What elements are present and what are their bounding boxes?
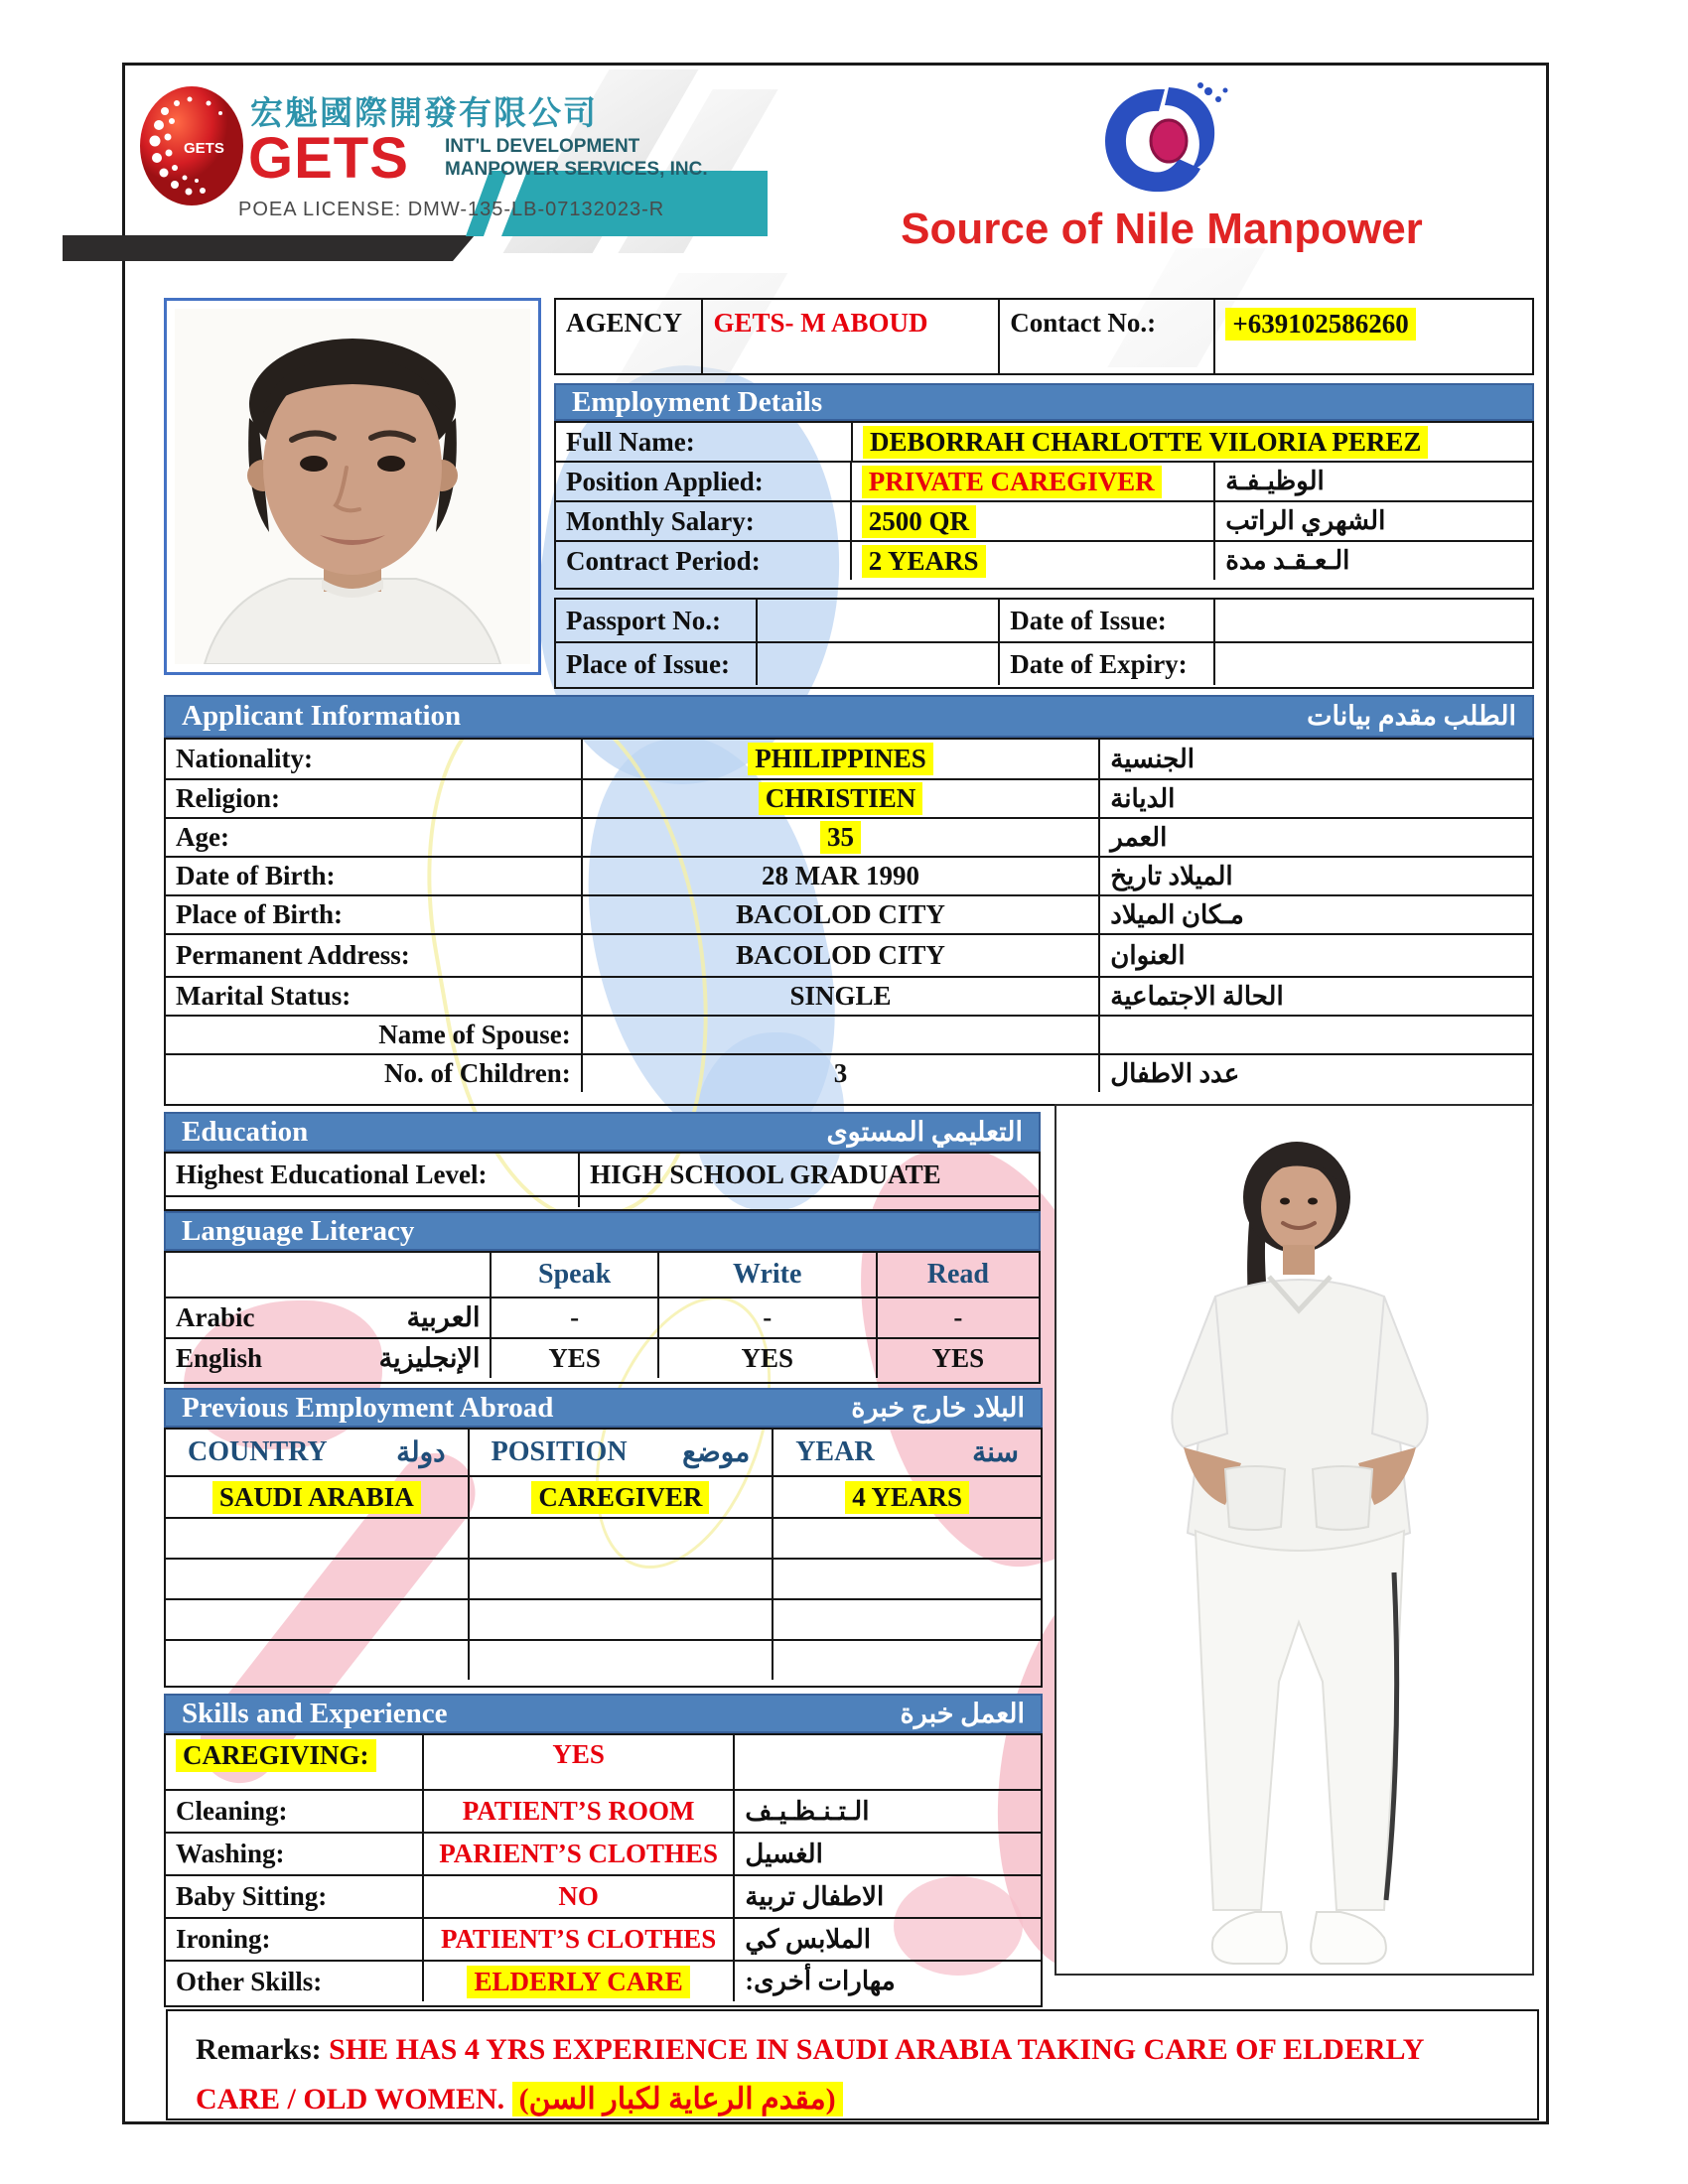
- spacer-cell: [578, 1197, 1039, 1207]
- position-header-arabic: موضع: [682, 1437, 751, 1468]
- contact-label-cell: [998, 300, 1213, 373]
- skill-value-cell: [422, 1876, 734, 1917]
- field-arabic-cell: [1098, 740, 1532, 778]
- education-header: [164, 1112, 1041, 1152]
- gets-acronym: GETS: [248, 126, 409, 191]
- arabic-speak-value: -: [570, 1302, 580, 1332]
- salary-label-cell: [556, 502, 850, 540]
- ironing-row: [166, 1917, 1041, 1960]
- date-of-birth-value: 28 MAR 1990: [762, 861, 920, 890]
- place-issue-label-cell: [556, 643, 756, 685]
- employment-details-header: [554, 383, 1534, 421]
- skills-title: Skills and Experience: [182, 1697, 448, 1729]
- skill-arabic-cell: [733, 1735, 1041, 1789]
- caregiving-row: [166, 1735, 1041, 1789]
- gets-logo: [137, 81, 246, 210]
- country-header-text: COUNTRY: [188, 1436, 328, 1467]
- english-language-label: English: [176, 1343, 263, 1373]
- marital-status-arabic: الحالة الاجتماعية: [1110, 981, 1284, 1011]
- skill-value-cell: [422, 1791, 734, 1832]
- other-skills-value: ELDERLY CARE: [467, 1966, 689, 1998]
- salary-value-cell: [850, 502, 1214, 540]
- spouse-label: Name of Spouse:: [378, 1020, 571, 1049]
- remarks-arabic-text: (مقدم الرعاية لكبار السن): [512, 2082, 843, 2116]
- arabic-write-cell: [657, 1298, 876, 1337]
- previous-employment-row: [166, 1475, 1041, 1517]
- date-expiry-label-cell: [998, 643, 1213, 685]
- religion-value: CHRISTIEN: [759, 782, 923, 815]
- place-issue-label: Place of Issue:: [566, 648, 730, 679]
- religion-label: Religion:: [176, 783, 280, 813]
- english-language-arabic: الإنجليزية: [378, 1343, 481, 1373]
- skill-value-cell: [422, 1834, 734, 1874]
- field-value-cell: [581, 1055, 1098, 1092]
- age-row: [166, 817, 1532, 856]
- language-literacy-header: [164, 1211, 1041, 1251]
- arabic-language-label: Arabic: [176, 1302, 255, 1332]
- other-skills-row: [166, 1960, 1041, 2001]
- nationality-arabic: الجنسية: [1110, 744, 1196, 773]
- marital-status-value: SINGLE: [789, 981, 892, 1011]
- arabic-speak-cell: [490, 1298, 656, 1337]
- field-value-cell: [581, 740, 1098, 778]
- skill-label-cell: [166, 1876, 422, 1917]
- employment-details-title: Employment Details: [572, 385, 823, 418]
- position-value: PRIVATE CAREGIVER: [862, 466, 1162, 498]
- full-name-value-cell: [851, 423, 1532, 461]
- contract-value: 2 YEARS: [862, 545, 986, 578]
- skill-value-cell: [422, 1962, 734, 2001]
- skill-arabic-cell: [733, 1876, 1041, 1917]
- read-column-header: [876, 1253, 1039, 1297]
- passport-table: [554, 598, 1534, 689]
- contract-label: Contract Period:: [566, 545, 761, 576]
- contact-label: Contact No.:: [1010, 308, 1157, 338]
- salary-arabic: الشهري الراتب: [1225, 506, 1386, 535]
- previous-employment-title-arabic: البلاد خارج خبرة: [851, 1392, 1025, 1423]
- previous-employment-table: [164, 1428, 1043, 1688]
- cleaning-arabic: الـتـنـظـيـف: [745, 1796, 870, 1826]
- position-arabic: الوظيـفـة: [1225, 467, 1325, 495]
- skills-header: [164, 1694, 1043, 1733]
- language-name-cell: [166, 1339, 490, 1378]
- marital-status-label: Marital Status:: [176, 981, 352, 1011]
- applicant-information-title-arabic: الطلب مقدم بيانات: [1307, 701, 1516, 731]
- country-header-arabic: دولة: [396, 1437, 446, 1468]
- washing-value: PARIENT’S CLOTHES: [439, 1839, 719, 1868]
- agency-table: [554, 298, 1534, 375]
- arabic-read-cell: [876, 1298, 1039, 1337]
- skill-value-cell: [422, 1735, 734, 1789]
- position-value-cell: [850, 463, 1214, 500]
- remarks-label: Remarks:: [196, 2033, 322, 2066]
- position-cell: [468, 1600, 773, 1639]
- agency-row: [556, 300, 1532, 373]
- field-value-cell: [581, 935, 1098, 976]
- nationality-row: [166, 740, 1532, 778]
- contract-row: [556, 540, 1532, 580]
- passport-no-label-cell: [556, 600, 756, 641]
- language-empty-header-cell: [166, 1253, 490, 1297]
- position-cell: [468, 1560, 773, 1598]
- skill-label-cell: [166, 1735, 422, 1789]
- arabic-language-arabic: العربية: [406, 1302, 481, 1332]
- previous-employment-row: [166, 1558, 1041, 1598]
- arabic-write-value: -: [763, 1302, 773, 1332]
- portrait-photo-image: [175, 309, 530, 664]
- education-level-value-cell: [578, 1154, 1039, 1195]
- field-arabic-cell: [1098, 935, 1532, 976]
- language-literacy-table: [164, 1251, 1041, 1384]
- cleaning-row: [166, 1789, 1041, 1832]
- year-cell: [772, 1641, 1041, 1680]
- salary-arabic-cell: [1213, 502, 1532, 540]
- religion-row: [166, 778, 1532, 817]
- position-cell: [468, 1519, 773, 1558]
- skills-title-arabic: العمل خبرة: [900, 1698, 1025, 1728]
- country-cell: [166, 1519, 468, 1558]
- salary-value: 2500 QR: [862, 505, 976, 538]
- contract-arabic: الـعـقـد مدة: [1225, 546, 1350, 575]
- education-title: Education: [182, 1115, 309, 1148]
- language-name-cell: [166, 1298, 490, 1337]
- education-table: [164, 1152, 1041, 1211]
- skill-arabic-cell: [733, 1919, 1041, 1960]
- full-name-label-cell: [556, 423, 851, 461]
- agency-name-cell: [701, 300, 998, 373]
- language-literacy-title: Language Literacy: [182, 1214, 415, 1247]
- english-speak-value: YES: [548, 1343, 601, 1373]
- cleaning-value: PATIENT’S ROOM: [462, 1796, 695, 1826]
- full-name-label: Full Name:: [566, 426, 695, 457]
- field-label-cell: [166, 740, 581, 778]
- contract-arabic-cell: [1213, 542, 1532, 580]
- english-speak-cell: [490, 1339, 656, 1378]
- washing-label: Washing:: [176, 1839, 285, 1868]
- permanent-address-row: [166, 933, 1532, 976]
- age-arabic: العمر: [1110, 822, 1168, 852]
- children-row: [166, 1053, 1532, 1092]
- passport-no-value-cell: [756, 600, 998, 641]
- field-arabic-cell: [1098, 978, 1532, 1015]
- full-name-value: DEBORRAH CHARLOTTE VILORIA PEREZ: [863, 426, 1428, 459]
- spacer-cell: [166, 1197, 578, 1207]
- read-header-text: Read: [926, 1259, 989, 1290]
- applicant-information-table: [164, 738, 1534, 1106]
- gets-logo-icon: [137, 81, 246, 210]
- year-value: 4 YEARS: [845, 1481, 969, 1514]
- education-level-label: Highest Educational Level:: [176, 1159, 488, 1189]
- previous-employment-header: [164, 1388, 1043, 1428]
- permanent-address-label: Permanent Address:: [176, 940, 410, 970]
- field-label-cell: [166, 819, 581, 856]
- place-issue-value-cell: [756, 643, 998, 685]
- gets-chinese-name: 宏魁國際開發有限公司: [250, 93, 598, 132]
- nationality-value: PHILIPPINES: [748, 743, 933, 775]
- field-label-cell: [166, 935, 581, 976]
- baby-sitting-value: NO: [558, 1881, 599, 1911]
- employment-details-table: [554, 421, 1534, 590]
- applicant-information-title: Applicant Information: [182, 700, 462, 732]
- nationality-label: Nationality:: [176, 744, 313, 773]
- field-arabic-cell: [1098, 896, 1532, 933]
- baby-sitting-row: [166, 1874, 1041, 1917]
- field-label-cell: [166, 780, 581, 817]
- field-value-cell: [581, 978, 1098, 1015]
- field-label-cell: [166, 1055, 581, 1092]
- other-skills-label: Other Skills:: [176, 1966, 323, 1996]
- field-value-cell: [581, 780, 1098, 817]
- remarks-box: [166, 2009, 1539, 2120]
- permanent-address-value: BACOLOD CITY: [736, 940, 945, 970]
- year-header-text: YEAR: [795, 1436, 875, 1467]
- children-value: 3: [833, 1058, 848, 1088]
- gets-badge-text: GETS: [184, 140, 224, 157]
- skill-label-cell: [166, 1962, 422, 2001]
- ironing-arabic: الملابس كي: [745, 1924, 872, 1954]
- salary-row: [556, 500, 1532, 540]
- country-cell: [166, 1560, 468, 1598]
- religion-arabic: الديانة: [1110, 783, 1176, 813]
- country-cell: [166, 1477, 468, 1517]
- skill-label-cell: [166, 1919, 422, 1960]
- agency-label: AGENCY: [566, 308, 683, 338]
- poea-license-text: POEA LICENSE: DMW-135-LB-07132023-R: [238, 199, 665, 220]
- age-label: Age:: [176, 822, 229, 852]
- applicant-portrait-photo: [164, 298, 541, 675]
- english-write-cell: [657, 1339, 876, 1378]
- field-label-cell: [166, 978, 581, 1015]
- position-cell: [468, 1477, 773, 1517]
- previous-employment-row: [166, 1639, 1041, 1680]
- children-label: No. of Children:: [384, 1058, 571, 1088]
- field-value-cell: [581, 1017, 1098, 1053]
- header-black-bar: [63, 235, 475, 261]
- field-arabic-cell: [1098, 1055, 1532, 1092]
- year-column-header: [772, 1430, 1041, 1475]
- position-value: CAREGIVER: [531, 1481, 709, 1514]
- children-arabic: عدد الاطفال: [1110, 1058, 1240, 1088]
- skill-arabic-cell: [733, 1962, 1041, 2001]
- date-issue-label: Date of Issue:: [1010, 605, 1167, 635]
- skill-value-cell: [422, 1919, 734, 1960]
- arabic-language-row: [166, 1297, 1039, 1337]
- caregiving-label: CAREGIVING:: [176, 1739, 376, 1772]
- write-header-text: Write: [732, 1259, 802, 1290]
- agency-label-cell: [556, 300, 701, 373]
- education-level-value: HIGH SCHOOL GRADUATE: [590, 1159, 941, 1189]
- year-cell: [772, 1477, 1041, 1517]
- position-cell: [468, 1641, 773, 1680]
- gets-subtitle-line2: MANPOWER SERVICES, INC.: [445, 159, 708, 180]
- skill-arabic-cell: [733, 1834, 1041, 1874]
- field-label-cell: [166, 858, 581, 894]
- previous-employment-title: Previous Employment Abroad: [182, 1391, 554, 1424]
- place-of-birth-row: [166, 894, 1532, 933]
- applicant-fullbody-photo: [1055, 1104, 1534, 1976]
- field-arabic-cell: [1098, 858, 1532, 894]
- position-row: [556, 461, 1532, 500]
- washing-row: [166, 1832, 1041, 1874]
- date-of-birth-arabic: الميلاد تاريخ: [1110, 861, 1233, 890]
- position-label: Position Applied:: [566, 466, 764, 496]
- spouse-row: [166, 1015, 1532, 1053]
- year-header-arabic: سنة: [972, 1437, 1019, 1468]
- contract-value-cell: [850, 542, 1214, 580]
- english-read-value: YES: [931, 1343, 985, 1373]
- place-of-birth-arabic: مـكان الميلاد: [1110, 899, 1244, 929]
- date-expiry-label: Date of Expiry:: [1010, 648, 1188, 679]
- field-arabic-cell: [1098, 780, 1532, 817]
- washing-arabic: الغسيل: [745, 1839, 823, 1868]
- education-level-row: [166, 1154, 1039, 1195]
- full-name-row: [556, 423, 1532, 461]
- passport-row: [556, 600, 1532, 641]
- education-spacer-row: [166, 1195, 1039, 1207]
- remarks-text: SHE HAS 4 YRS EXPERIENCE IN SAUDI ARABIA TAKING CARE OF ELDERLY CARE / OLD WOMEN.: [196, 2033, 1424, 2116]
- gets-subtitle-line1: INT'L DEVELOPMENT: [445, 136, 640, 157]
- nile-logo: [1087, 79, 1236, 204]
- position-header-text: POSITION: [491, 1436, 628, 1467]
- field-arabic-cell: [1098, 819, 1532, 856]
- marital-status-row: [166, 976, 1532, 1015]
- agency-name: GETS- M ABOUD: [713, 308, 928, 338]
- skill-label-cell: [166, 1791, 422, 1832]
- date-issue-value-cell: [1213, 600, 1532, 641]
- field-value-cell: [581, 819, 1098, 856]
- gets-subtitle: [445, 135, 708, 181]
- position-label-cell: [556, 463, 850, 500]
- age-value: 35: [820, 821, 861, 854]
- passport-no-label: Passport No.:: [566, 605, 721, 635]
- education-title-arabic: التعليمي المستوى: [826, 1116, 1023, 1147]
- applicant-information-header: [164, 695, 1534, 738]
- country-value: SAUDI ARABIA: [212, 1481, 421, 1514]
- nile-title: Source of Nile Manpower: [901, 205, 1423, 253]
- skill-label-cell: [166, 1834, 422, 1874]
- position-arabic-cell: [1213, 463, 1532, 500]
- write-column-header: [657, 1253, 876, 1297]
- year-cell: [772, 1519, 1041, 1558]
- speak-column-header: [490, 1253, 656, 1297]
- english-write-value: YES: [741, 1343, 793, 1373]
- date-of-birth-row: [166, 856, 1532, 894]
- english-language-row: [166, 1337, 1039, 1378]
- arabic-read-value: -: [953, 1302, 963, 1332]
- year-cell: [772, 1560, 1041, 1598]
- country-cell: [166, 1600, 468, 1639]
- cleaning-label: Cleaning:: [176, 1796, 288, 1826]
- permanent-address-arabic: العنوان: [1110, 940, 1186, 970]
- previous-employment-header-row: [166, 1430, 1041, 1475]
- place-of-birth-label: Place of Birth:: [176, 899, 343, 929]
- ironing-value: PATIENT’S CLOTHES: [440, 1924, 717, 1954]
- baby-sitting-label: Baby Sitting:: [176, 1881, 328, 1911]
- contract-label-cell: [556, 542, 850, 580]
- date-issue-label-cell: [998, 600, 1213, 641]
- field-label-cell: [166, 1017, 581, 1053]
- contact-value-cell: [1213, 300, 1532, 373]
- position-column-header: [468, 1430, 773, 1475]
- other-skills-arabic: مهارات أخرى:: [745, 1967, 896, 1995]
- ironing-label: Ironing:: [176, 1924, 271, 1954]
- speak-header-text: Speak: [538, 1259, 612, 1290]
- skill-arabic-cell: [733, 1791, 1041, 1832]
- previous-employment-row: [166, 1598, 1041, 1639]
- previous-employment-row: [166, 1517, 1041, 1558]
- date-of-birth-label: Date of Birth:: [176, 861, 336, 890]
- field-arabic-cell: [1098, 1017, 1532, 1053]
- language-header-row: [166, 1253, 1039, 1297]
- field-value-cell: [581, 858, 1098, 894]
- salary-label: Monthly Salary:: [566, 505, 755, 536]
- fullbody-photo-image: [1056, 1106, 1532, 1974]
- country-column-header: [166, 1430, 468, 1475]
- education-level-label-cell: [166, 1154, 578, 1195]
- nile-logo-icon: [1087, 79, 1236, 204]
- place-of-birth-value: BACOLOD CITY: [736, 899, 945, 929]
- field-value-cell: [581, 896, 1098, 933]
- caregiving-value: YES: [552, 1739, 605, 1769]
- date-expiry-value-cell: [1213, 643, 1532, 685]
- year-cell: [772, 1600, 1041, 1639]
- skills-table: [164, 1733, 1043, 2007]
- baby-sitting-arabic: الاطفال تربية: [745, 1881, 885, 1911]
- contact-value: +639102586260: [1225, 308, 1415, 341]
- country-cell: [166, 1641, 468, 1680]
- passport-row: [556, 641, 1532, 685]
- field-label-cell: [166, 896, 581, 933]
- english-read-cell: [876, 1339, 1039, 1378]
